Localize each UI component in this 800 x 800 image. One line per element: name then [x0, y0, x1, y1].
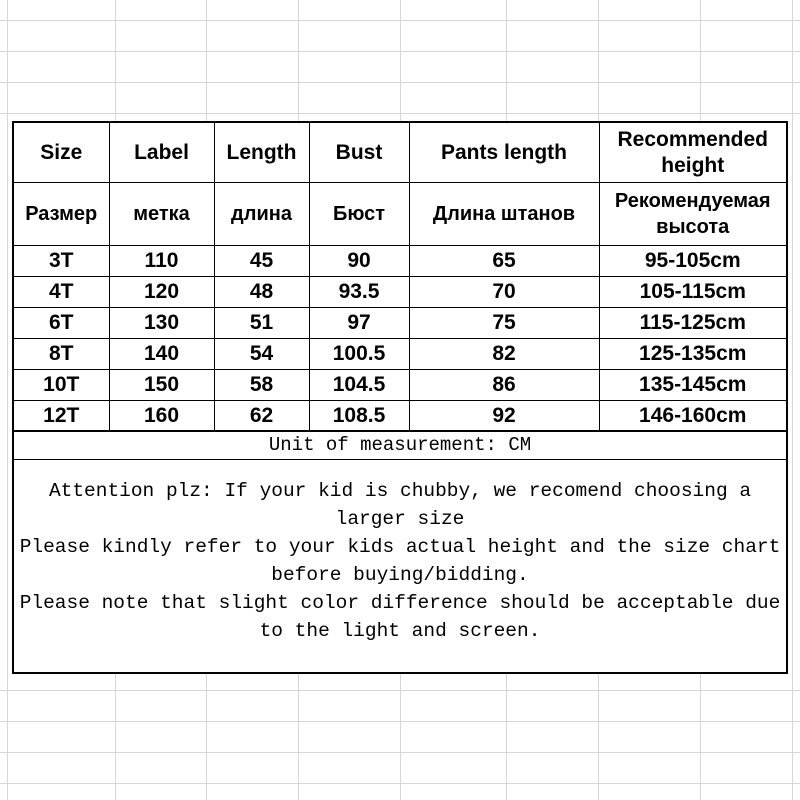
column-header: метка	[109, 183, 214, 246]
table-row	[14, 308, 786, 339]
table-row	[14, 277, 786, 308]
table-cell: 10T	[14, 370, 109, 401]
notes	[14, 477, 786, 645]
table-cell: 160	[109, 401, 214, 432]
column-header: Length	[214, 123, 309, 183]
note-chubby: Attention plz: If your kid is chubby, we recomend choosing a larger size	[48, 480, 752, 530]
column-header: Бюст	[309, 183, 409, 246]
table-cell: 140	[109, 339, 214, 370]
unit-of-measurement: Unit of measurement: CM	[14, 430, 786, 460]
table-cell: 75	[409, 308, 599, 339]
table-cell: 108.5	[309, 401, 409, 432]
table-cell: 86	[409, 370, 599, 401]
column-header: Size	[14, 123, 109, 183]
table-cell: 51	[214, 308, 309, 339]
column-header: Длина штанов	[409, 183, 599, 246]
column-header: длина	[214, 183, 309, 246]
table-cell: 4T	[14, 277, 109, 308]
table-cell: 62	[214, 401, 309, 432]
table-cell: 70	[409, 277, 599, 308]
table-cell: 104.5	[309, 370, 409, 401]
size-table	[14, 123, 786, 432]
table-cell: 125-135cm	[599, 339, 786, 370]
table-cell: 97	[309, 308, 409, 339]
column-header: Размер	[14, 183, 109, 246]
note-refer-height: Please kindly refer to your kids actual height and the size chart before buying/bidding.	[19, 536, 781, 586]
size-chart	[12, 121, 788, 674]
table-cell: 90	[309, 246, 409, 277]
table-cell: 8T	[14, 339, 109, 370]
table-cell: 150	[109, 370, 214, 401]
table-cell: 105-115cm	[599, 277, 786, 308]
note-color-difference: Please note that slight color difference should be acceptable due to the light and screen.	[19, 592, 781, 642]
table-cell: 146-160cm	[599, 401, 786, 432]
table-row	[14, 339, 786, 370]
column-header: Label	[109, 123, 214, 183]
table-cell: 12T	[14, 401, 109, 432]
table-cell: 65	[409, 246, 599, 277]
table-cell: 115-125cm	[599, 308, 786, 339]
table-cell: 100.5	[309, 339, 409, 370]
table-cell: 6T	[14, 308, 109, 339]
table-cell: 54	[214, 339, 309, 370]
table-cell: 135-145cm	[599, 370, 786, 401]
header-row-english	[14, 123, 786, 183]
table-cell: 120	[109, 277, 214, 308]
table-cell: 48	[214, 277, 309, 308]
column-header: Рекомендуемая высота	[599, 183, 786, 246]
header-row-russian	[14, 183, 786, 246]
table-cell: 3T	[14, 246, 109, 277]
table-row	[14, 246, 786, 277]
table-cell: 95-105cm	[599, 246, 786, 277]
table-cell: 45	[214, 246, 309, 277]
table-cell: 130	[109, 308, 214, 339]
table-cell: 92	[409, 401, 599, 432]
table-cell: 82	[409, 339, 599, 370]
table-row	[14, 401, 786, 432]
column-header: Pants length	[409, 123, 599, 183]
column-header: Bust	[309, 123, 409, 183]
table-cell: 110	[109, 246, 214, 277]
table-cell: 93.5	[309, 277, 409, 308]
column-header: Recommended height	[599, 123, 786, 183]
table-cell: 58	[214, 370, 309, 401]
table-row	[14, 370, 786, 401]
